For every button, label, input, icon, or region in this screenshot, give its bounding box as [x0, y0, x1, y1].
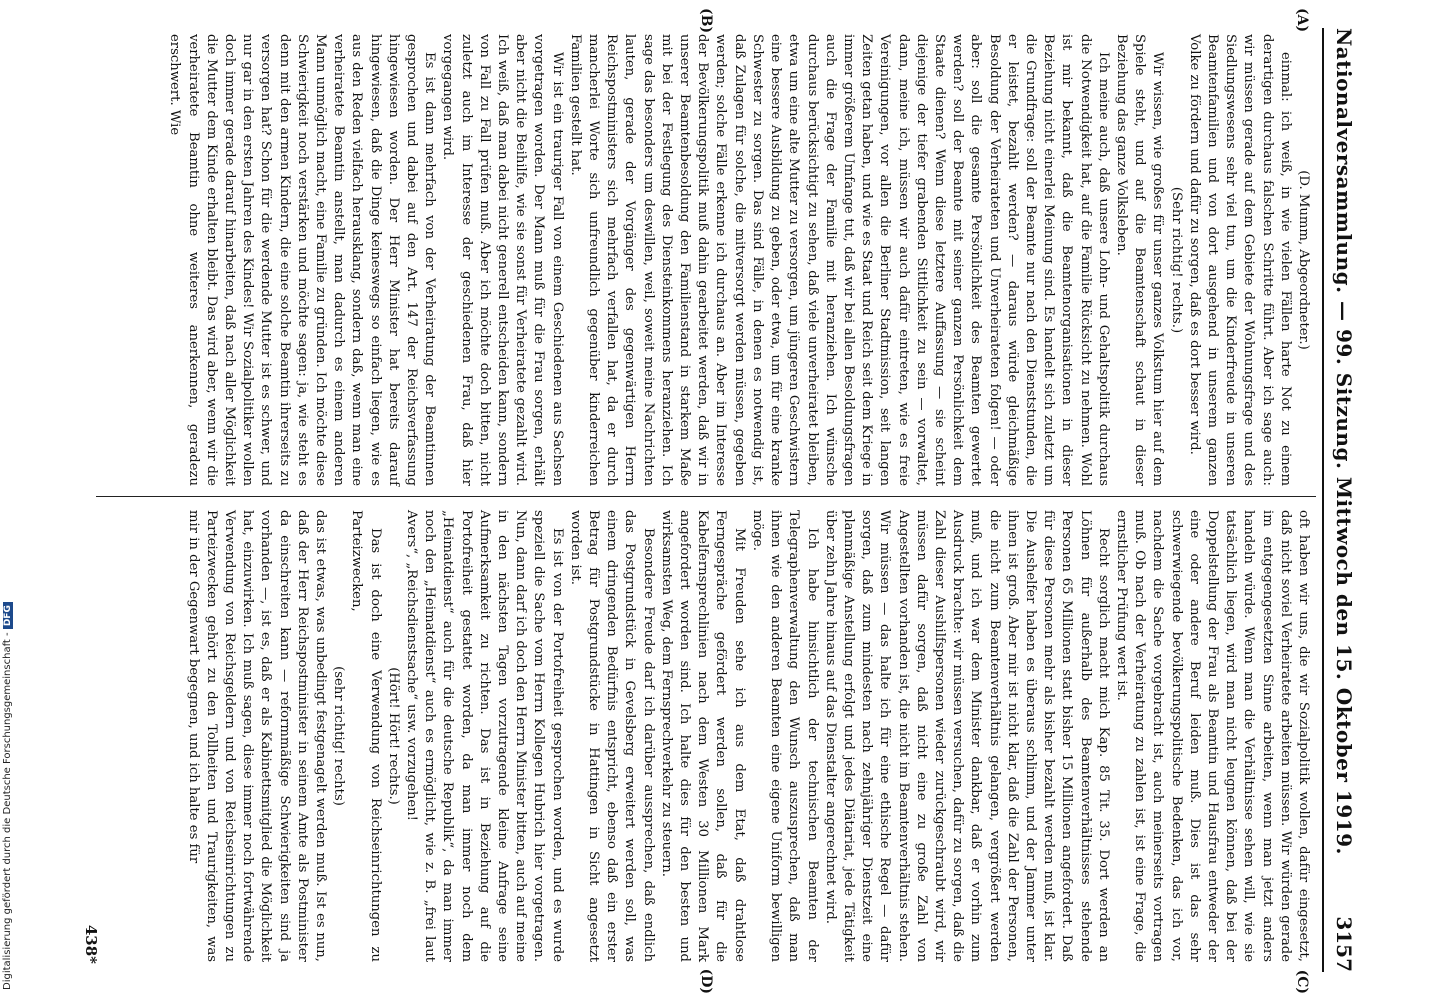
margin-marker-c: (C): [1294, 969, 1310, 994]
speaker-line: (D. Mumm, Abgeordneter.): [1296, 170, 1311, 350]
paragraph: Ich habe hinsichtlich der technischen Beamten der Telegraphenverwaltung den Wunsch auszusprechen, daß man ihnen wie den anderen Beamten eine eigene Uniform bewilligen möge.: [749, 510, 820, 962]
margin-marker-b: (B): [698, 8, 714, 34]
paragraph: oft haben wir uns, die wir Sozialpolitik wollen, dafür eingesetzt, daß nicht soviel Verheiratete arbeiten müssen. Wir würden gerade im entgegengesetzten Sinne arbeiten, wenn man jetzt anders handeln würde. Wenn man die Verhältnisse sehen will, wie sie tatsächlich liegen, wird man nicht leugnen können, daß bei der Doppelstellung der Frau als Beamtin und Hausfrau entweder der eine oder andere Beruf leiden muß. Dies ist das sehr schwerwiegende bevölkerungspolitische Bedenken, das ich vor, nachdem die Sache vorgebracht ist, auch meinerseits vortragen muß. Ob nach der Verheiratung zu zahlen ist, ist eine Frage, die ernstlicher Prüfung wert ist.: [1113, 510, 1311, 962]
paragraph: Es ist dann mehrfach von der Verheiratung der Beamtinnen gesprochen und dabei auf den Art. 147 der Reichsverfassung hingewiesen worden. Der Herr Minister hat bereits darauf hingewiesen, daß die Dinge keineswegs so einfach liegen, wie es aus den Reden vielfach herausklang, sondern daß, wenn man eine verheiratete Beamtin anstellt, man dadurch es einem anderen Mann unmöglich macht, eine Familie zu gründen. Ich möchte diese Schwierigkeit noch verstärken und möchte sagen: ja, wie steht es denn mit den armen Kindern, die eine solche Beamtin ihrerseits zu versorgen hat? Schon für die werdende Mutter ist es schwer, und nur gar in den ersten Jahren des Kindes! Wir Sozialpolitiker wollen doch immer gerade darauf hinarbeiten, daß nach aller Möglichkeit die Mutter dem Kinde erhalten bleibt. Das wird aber, wenn wir die verheiratete Beamtin ohne weiteres anerkennen, geradezu erschwert. Wie: [167, 34, 438, 486]
page-number: 3157: [1332, 916, 1356, 972]
interjection: (Hört! Hört! rechts.): [385, 667, 401, 805]
header-title: Nationalversammlung. — 99. Sitzung. Mittwoch den 15. Oktober 1919.: [1332, 28, 1356, 855]
paragraph: Wir ist ein trauriger Fall von einem Geschiedenen aus Sachsen vorgetragen worden. Der Mann muß für die Frau sorgen, erhält aber nicht die Beihilfe, wie sie sonst für Verheiratete gezahlt wird. Ich weiß, daß man dabei nicht generell entscheiden kann, sondern von Fall zu Fall prüfen muß. Aber ich möchte doch bitten, nicht zuletzt auch im Interesse der geschiedenen Frau, daß hier vorgegangen wird.: [440, 34, 565, 486]
page-header: [1322, 28, 1364, 972]
page-content: [64, 8, 1364, 994]
interjection: (Sehr richtig! rechts.): [1168, 186, 1184, 334]
footer-mark: 438*: [82, 924, 100, 964]
margin-marker-a: (A): [1294, 8, 1310, 33]
column-divider: [96, 496, 1316, 497]
paragraph: Es ist von der Portofreiheit gesprochen worden, und es wurde speziell die Sache vom Herrn Kollegen Hubrich hier vorgetragen. Nun, dann darf ich doch den Herrn Minister bitten, auch auf meine in den nächsten Tagen vorzutragende kleine Anfrage seine Aufmerksamkeit zu richten. Das ist in Beziehung auf die Portofreiheit gestattet worden, da man immer noch dem „Heimatdienst“ auch für die deutsche Republik“, da man immer noch den „Heimatdienst“ auch es ermöglicht, wie z. B. „frei laut Avers“, „Reichsdienstsache“ usw. vorzugehen!: [404, 510, 565, 962]
interjection: (sehr richtig! rechts): [331, 666, 347, 806]
paragraph: Recht sorglich macht mich Kap. 85 Tit. 35. Dort werden an Löhnen für außerhalb des Beamtenverhältnisses stehende Personen 65 Millionen statt bisher 15 Millionen angefordert. Daß für diese Personen mehr als bisher bezahlt werden muß, ist klar. Die Aushelfer haben es überaus schlimm, und der Jammer unter ihnen ist groß. Aber mir ist nicht klar, daß die Zahl der Personen, die nicht zum Beamtenverhältnis gelangen, vergrößert werden muß, und ich war dem Minister dankbar, daß er vorhin zum Ausdruck brachte: wir müssen versuchen, dafür zu sorgen, daß die Zahl dieser Aushilfspersonen wieder zurückgeschraubt wird, wir müssen dafür sorgen, daß nicht eine zu große Zahl von Angestellten vorhanden ist, die nicht im Beamtenverhältnis stehen. Wir müssen — das halte ich für eine ethische Regel — dafür sorgen, daß zum mindesten nach zehnjähriger Dienstzeit eine planmäßige Anstellung erfolgt und jedes Diätariat, jede Tätigkeit über zehn Jahre hinaus auf das Dienstalter angerechnet wird.: [822, 510, 1111, 962]
paragraph: Wir wissen, wie großes für unser ganzes Volkstum hier auf dem Spiele steht, und auf die Beamtenschaft schaut in dieser Beziehung das ganze Volksleben.: [1113, 34, 1166, 486]
left-column: [165, 34, 1312, 486]
credit-text: Digitalisierung gefördert durch die Deutsche Forschungsgemeinschaft -: [2, 632, 13, 990]
paragraph: einmal: ich weiß, in wie vielen Fällen harte Not zu einem derartigen durchaus falschen Schritte führt. Aber ich sage auch: wir müssen gerade auf dem Gebiete der Wohnungsfrage und des Siedlungswesens sehr viel tun, um die Kinderfreude in unseren Beamtenfamilien und von dort ausgehend in unserem ganzen Volke zu fördern und dafür zu sorgen, daß es dort besser wird.: [1186, 34, 1293, 486]
paragraph: Mit Freuden sehe ich aus dem Etat, daß drahtlose Ferngespräche gefördert werden sollen, daß für die Kabelfernsprechlinien nach dem Westen 30 Millionen Mark angefordert worden sind. Ich halte dies für den besten und wirksamsten Weg, dem Fernsprechverkehr zu steuern.: [658, 510, 747, 962]
paragraph: Ich meine auch, daß unsere Lohn- und Gehaltspolitik durchaus die Notwendigkeit hat, auf die Familie Rücksicht zu nehmen. Wohl ist mir bekannt, daß die Beamtenorganisationen in dieser Beziehung nicht einerlei Meinung sind. Es handelt sich zuletzt um die Grundfrage: soll der Beamte nur nach den Dienststunden, die er leistet, bezahlt werden? — daraus würde gleichmäßige Besoldung der Verheirateten und Unverheirateten folgen! — oder aber: soll die gesamte Persönlichkeit des Beamten gewertet werden? soll der Beamte mit seiner ganzen Persönlichkeit dem Staate dienen? Wenn diese letztere Auffassung — sie scheint diejenige der tiefer grabenden Sittlichkeit zu sein — vorwaltet, dann, meine ich, müssen wir auch dafür eintreten, wie es freie Vereinigungen, vor allen die Berliner Stadtmission, seit langen Zeiten getan haben, und wie es Staat und Reich seit dem Kriege in immer größerem Umfange tut, daß wir bei allen Besoldungsfragen auch die Frage der Familie mit heranziehen. Ich wünsche durchaus berücksichtigt zu sehen, daß viele unverheiratet bleiben, etwa um eine alte Mutter zu versorgen, um jüngeren Geschwistern eine bessere Ausbildung zu geben, oder etwa, um für eine kranke Schwester zu sorgen. Das sind Fälle, in denen es notwendig ist, daß Zulagen für solche, die mitversorgt werden müssen, gegeben werden; solche Fälle erkenne ich durchaus an. Aber im Interesse der Bevölkerungspolitik muß dahin gearbeitet werden, daß wir in unserer Beamtenbesoldung den Familienstand in starkem Maße mit bei der Festlegung des Diensteinkommens heranziehen. Ich sage das besonders um deswillen, weil, soweit meine Nachrichten lauten, gerade der Vorgänger des gegenwärtigen Herrn Reichspostministers sich mehrfach verfallen hat, da er durch mancherlei Worte sich unfreundlich gegenüber kinderreichen Familien gestellt hat.: [567, 34, 1111, 486]
paragraph: Besondere Freude darf ich darüber aussprechen, daß endlich das Postgrundstück in Gevelsberg erweitert werden soll, was einem dringenden Bedürfnis entspricht, ebenso daß ein erster Betrag für Postgrundstücke in Hattingen in Sicht angesetzt worden ist.: [567, 510, 656, 962]
right-column: [183, 510, 1312, 962]
dfg-logo: DFG: [3, 602, 13, 629]
digitization-credit: [2, 600, 16, 990]
paragraph: das ist etwas, was unbedingt festgenagelt werden muß. Ist es nun, daß der Herr Reichspostminister in seinem Amte als Postminister da einschreiten kann — reformmäßige Schwierigkeiten sind ja vorhanden —, ist es, daß er als Kabinettsmitglied die Möglichkeit hat, einzuwirken. Ich muß sagen, diese immer noch fortwährende Verwendung von Reichsgeldern und von Reichseinrichtungen zu Parteizwecken gehört zu den Tollheiten und Traurigkeiten, was mir in der Gegenwart begegnen, und ich halte es für: [185, 510, 329, 962]
paragraph: Das ist doch eine Verwendung von Reichseinrichtungen zu Parteizwecken,: [349, 510, 383, 962]
margin-marker-d: (D): [698, 968, 714, 994]
